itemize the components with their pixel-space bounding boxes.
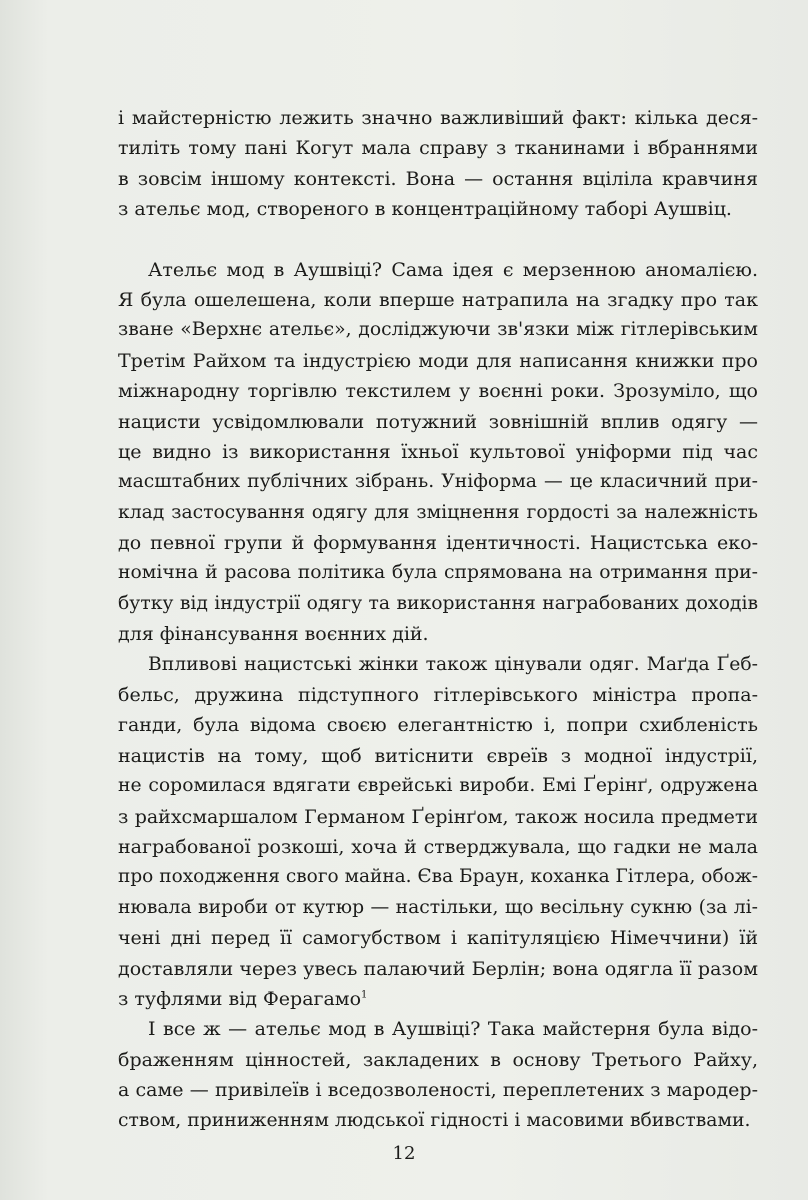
text-line: ством, приниженням людської гідності і масовими вбивствами.	[118, 1109, 751, 1131]
text-line: зване «Верхнє ательє», досліджуючи зв'язки між гітлерівським	[118, 319, 758, 341]
text-line: а саме — привілеїв і вседозволеності, переплетених з мародер-	[118, 1079, 758, 1102]
text-line: це видно із використання їхньої культової уніформи під час	[118, 440, 758, 463]
page-number: 12	[392, 1143, 416, 1164]
text-line: ганди, була відома своєю елегантністю і, попри схибленість	[118, 714, 758, 737]
text-line: клад застосування одягу для зміцнення гордості за належність	[118, 501, 758, 523]
text-line: масштабних публічних зібрань. Уніформа — це класичний при-	[118, 471, 758, 493]
text-line: бутку від індустрії одягу та використання награбованих доходів	[118, 592, 758, 614]
footnote-marker[interactable]: 1	[361, 989, 368, 1001]
text-line: браженням цінностей, закладених в основу Третього Райху,	[118, 1048, 758, 1071]
text-line: для фінансування воєнних дій.	[118, 623, 429, 646]
body-text	[118, 103, 758, 1136]
text-line: награбованої розкоші, хоча й стверджувала, що гадки не мала	[118, 835, 758, 858]
text-line: в зовсім іншому контексті. Вона — остання вціліла кравчиня	[118, 167, 758, 190]
text-line: тиліть тому пані Когут мала справу з тканинами і вбраннями	[118, 137, 758, 160]
text-line: міжнародну торгівлю текстилем у воєнні роки. Зрозуміло, що	[118, 380, 758, 403]
text-line	[118, 984, 758, 1014]
text-line: бельс, дружина підступного гітлерівського міністра пропа-	[118, 684, 758, 707]
paragraph-2	[118, 255, 758, 650]
text-line: і майстерністю лежить значно важливіший факт: кілька деся-	[118, 107, 758, 129]
text-line: нацисти усвідомлювали потужний зовнішній вплив одягу —	[118, 410, 758, 433]
text-line: з ательє мод, створеного в концентраційному таборі Аушвіц.	[118, 198, 732, 221]
paragraph-gap	[118, 225, 758, 255]
text-line: доставляли через увесь палаючий Берлін; вона одягла її разом	[118, 957, 758, 980]
text-line: Впливові нацистські жінки також цінували одяг. Маґда Ґеб-	[148, 653, 758, 675]
paragraph-4	[118, 1014, 758, 1136]
text-line: нювала вироби от кутюр — настільки, що весільну сукню (за лі-	[118, 896, 758, 918]
text-line: І все ж — ательє мод в Аушвіці? Така майстерня була відо-	[148, 1018, 758, 1041]
text-line: Третім Райхом та індустрією моди для написання книжки про	[118, 349, 758, 372]
text-line: номічна й расова політика була спрямована на отримання при-	[118, 562, 758, 584]
text-line: Ательє мод в Аушвіці? Сама ідея є мерзенною аномалією.	[148, 258, 758, 281]
paragraph-1	[118, 103, 758, 225]
paragraph-3	[118, 650, 758, 1015]
text-line: про походження свого майна. Єва Браун, коханка Гітлера, обож-	[118, 866, 758, 888]
text-line: не соромилася вдягати єврейські вироби. Емі Ґерінґ, одружена	[118, 775, 758, 797]
text-line: Я була ошелешена, коли вперше натрапила на згадку про так	[118, 288, 758, 311]
text-line: з райхсмаршалом Германом Ґерінґом, також носила предмети	[118, 805, 758, 828]
text-line: чені дні перед її самогубством і капітуляцією Німеччини) їй	[118, 927, 758, 950]
text-line: нацистів на тому, щоб витіснити євреїв з модної індустрії,	[118, 744, 758, 767]
text-line-content: з туфлями від Ферагамо	[118, 987, 362, 1010]
text-line: до певної групи й формування ідентичності. Нацистська еко-	[118, 532, 758, 555]
